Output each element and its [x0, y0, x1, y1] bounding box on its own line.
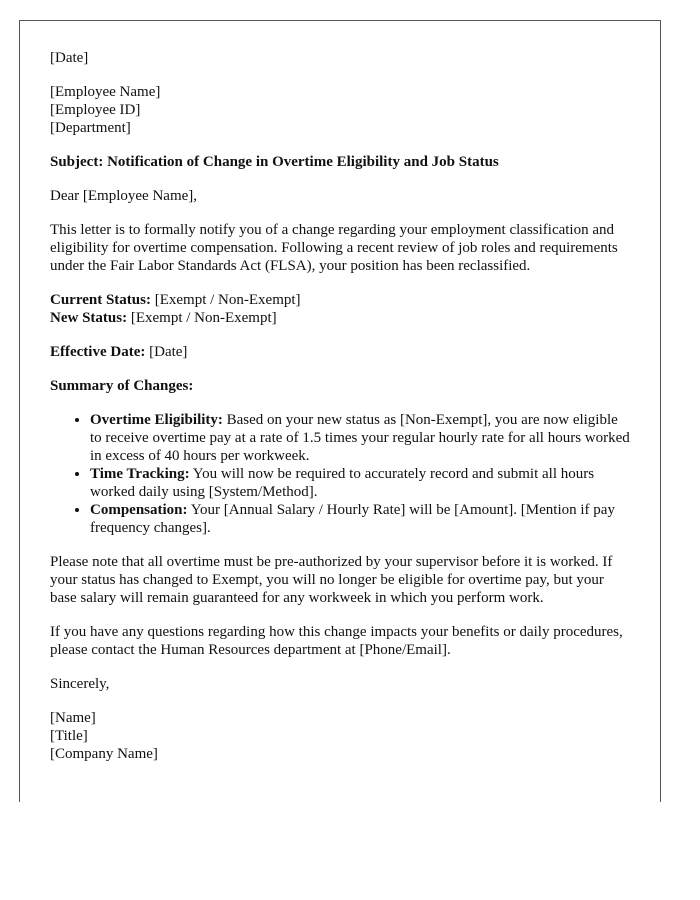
signature-block [50, 709, 630, 763]
change-text: You will now be required to accurately record and submit all hours worked daily using [System/Method]. [90, 466, 595, 500]
effective-date-value: [Date] [145, 344, 188, 360]
summary-heading: Summary of Changes: [50, 378, 194, 394]
new-status-label: New Status: [50, 310, 128, 326]
letter-subject: Subject: Notification of Change in Overtime Eligibility and Job Status [50, 154, 499, 170]
change-item-compensation [90, 501, 630, 537]
signature-company: [Company Name] [50, 746, 158, 762]
new-status-value: [Exempt / Non-Exempt] [127, 310, 277, 326]
change-label: Overtime Eligibility: [90, 412, 223, 428]
change-label: Time Tracking: [90, 466, 190, 482]
current-status-value: [Exempt / Non-Exempt] [150, 292, 301, 308]
new-status-line [50, 309, 630, 327]
recipient-id: [Employee ID] [50, 102, 141, 118]
change-text: Based on your new status as [Non-Exempt], you are now eligible to receive overtime pay at a rate of 1.5 times your regular hourly rate for all hours worked in excess of 40 hours per workweek. [90, 412, 630, 464]
letter-page [19, 20, 661, 802]
changes-list [50, 411, 630, 537]
effective-date-label: Effective Date: [50, 344, 146, 360]
current-status-line [50, 291, 630, 309]
change-item-overtime [90, 411, 630, 465]
effective-date-line [50, 343, 630, 361]
recipient-department: [Department] [50, 120, 131, 136]
letter-greeting: Dear [Employee Name], [50, 188, 198, 204]
change-item-time-tracking [90, 465, 630, 501]
signature-name: [Name] [50, 710, 96, 726]
recipient-block [50, 83, 630, 137]
signature-title: [Title] [50, 728, 88, 744]
overtime-note-paragraph: Please note that all overtime must be pre-authorized by your supervisor before it is worked. If your status has changed to Exempt, you will no longer be eligible for overtime pay, but your base salary will remain guaranteed for any workweek in which you perform work. [50, 554, 613, 606]
status-block [50, 291, 630, 327]
recipient-name: [Employee Name] [50, 84, 161, 100]
letter-date: [Date] [50, 50, 89, 66]
current-status-label: Current Status: [50, 292, 151, 308]
letter-closing: Sincerely, [50, 676, 110, 692]
intro-paragraph: This letter is to formally notify you of a change regarding your employment classification and eligibility for overtime compensation. Following a recent review of job roles and requirements under the Fair Labor Standards Act (FLSA), your position has been reclassified. [50, 222, 618, 274]
change-label: Compensation: [90, 502, 188, 518]
change-text: Your [Annual Salary / Hourly Rate] will be [Amount]. [Mention if pay frequency changes]. [90, 502, 615, 536]
contact-paragraph: If you have any questions regarding how this change impacts your benefits or daily procedures, please contact the Human Resources department at [Phone/Email]. [50, 624, 623, 658]
